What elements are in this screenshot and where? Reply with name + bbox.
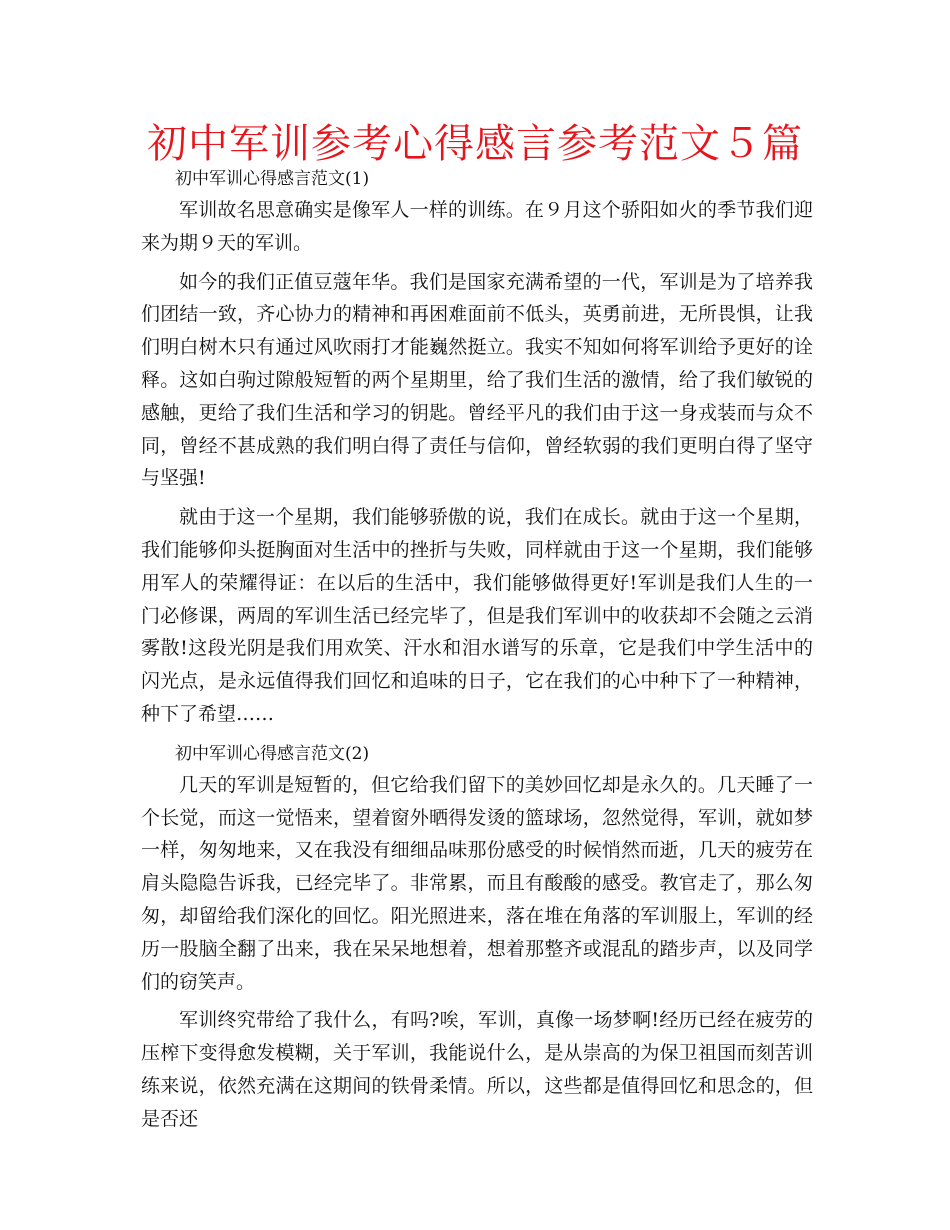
page-title: 初中军训参考心得感言参考范文５篇 bbox=[147, 121, 803, 167]
paragraph: 军训故名思意确实是像军人一样的训练。在９月这个骄阳如火的季节我们迎来为期９天的军训。 bbox=[141, 199, 813, 254]
paragraph: 军训终究带给了我什么，有吗?唉，军训，真像一场梦啊!经历已经在疲劳的压榨下变得愈发模糊，关于军训，我能说什么，是从崇高的为保卫祖国而刻苦训练来说，依然充满在这期间的铁骨柔情。所以，这些都是值得回忆和思念的，但是否还 bbox=[141, 1009, 813, 1130]
paragraph: 如今的我们正值豆蔻年华。我们是国家充满希望的一代，军训是为了培养我们团结一致，齐心协力的精神和再困难面前不低头，英勇前进，无所畏惧，让我们明白树木只有通过风吹雨打才能巍然挺立。我实不知如何将军训给予更好的诠释。这如白驹过隙般短暂的两个星期里，给了我们生活的激情，给了我们敏锐的感触，更给了我们生活和学习的钥匙。曾经平凡的我们由于这一身戎装而与众不同，曾经不甚成熟的我们明白得了责任与信仰，曾经软弱的我们更明白得了坚守与坚强! bbox=[141, 270, 813, 490]
paragraph: 就由于这一个星期，我们能够骄傲的说，我们在成长。就由于这一个星期，我们能够仰头挺胸面对生活中的挫折与失败，同样就由于这一个星期，我们能够用军人的荣耀得证：在以后的生活中，我们能够做得更好!军训是我们人生的一门必修课，两周的军训生活已经完毕了，但是我们军训中的收获却不会随之云消雾散!这段光阴是我们用欢笑、汗水和泪水谱写的乐章，它是我们中学生活中的闪光点，是永远值得我们回忆和追味的日子，它在我们的心中种下了一种精神，种下了希望…… bbox=[141, 506, 813, 725]
section-1 bbox=[141, 164, 813, 731]
paragraph: 几天的军训是短暂的，但它给我们留下的美妙回忆却是永久的。几天睡了一个长觉，而这一觉悟来，望着窗外晒得发烫的篮球场，忽然觉得，军训，就如梦一样，匆匆地来，又在我没有细细品味那份感受的时候悄然而逝，几天的疲劳在肩头隐隐告诉我，已经完毕了。非常累，而且有酸酸的感受。教官走了，那么匆匆，却留给我们深化的回忆。阳光照进来，落在堆在角落的军训服上，军训的经历一股脑全翻了出来，我在呆呆地想着，想着那整齐或混乱的踏步声，以及同学们的窃笑声。 bbox=[141, 773, 813, 993]
section-2 bbox=[141, 739, 813, 1136]
document-body bbox=[141, 164, 813, 1142]
section-heading: 初中军训心得感言范文(1) bbox=[175, 169, 370, 189]
section-heading: 初中军训心得感言范文(2) bbox=[175, 743, 370, 764]
